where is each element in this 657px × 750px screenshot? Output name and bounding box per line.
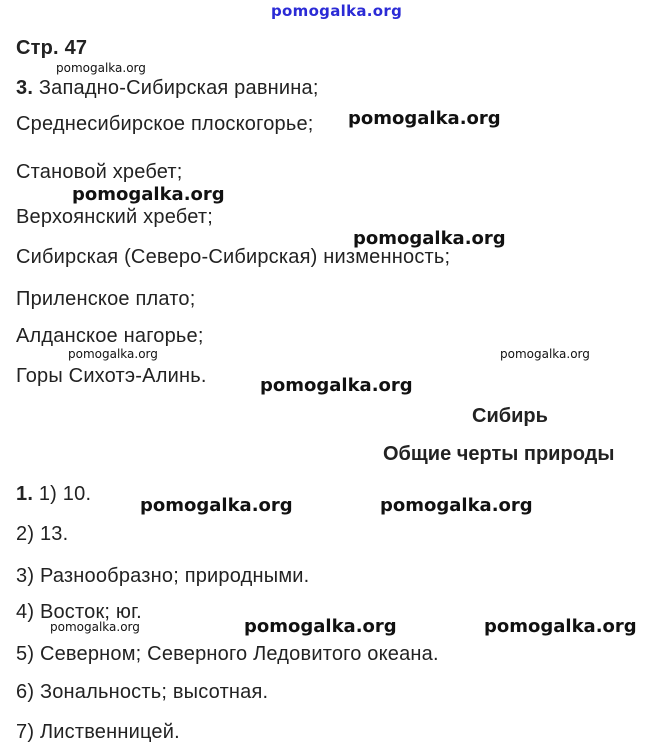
task1-text-1: 1) 10. (38, 483, 92, 505)
task3-line-7: Алданское нагорье; (16, 325, 204, 347)
task1-item-5: 5) Северном; Северного Ледовитого океана. (16, 643, 439, 665)
task3-line-6: Приленское плато; (16, 288, 196, 310)
task1-number: 1. (16, 483, 34, 505)
page-label: Стр. 47 (16, 37, 88, 59)
watermark: pomogalka.org (72, 184, 225, 205)
watermark: pomogalka.org (56, 61, 146, 75)
section-subtitle: Общие черты природы (383, 443, 615, 465)
task3-line-2: Среднесибирское плоскогорье; (16, 113, 314, 135)
watermark: pomogalka.org (380, 495, 533, 516)
task3-line-1 (16, 76, 319, 100)
watermark-top: pomogalka.org (271, 2, 403, 20)
watermark: pomogalka.org (260, 375, 413, 396)
task3-text-1: Западно-Сибирская равнина; (38, 77, 319, 99)
task1-item-1 (16, 482, 91, 506)
watermark: pomogalka.org (244, 616, 397, 637)
task3-line-5: Сибирская (Северо-Сибирская) низменность; (16, 246, 451, 268)
watermark: pomogalka.org (500, 347, 590, 361)
task3-line-8: Горы Сихотэ-Алинь. (16, 365, 207, 387)
watermark: pomogalka.org (50, 620, 140, 634)
watermark: pomogalka.org (484, 616, 637, 637)
watermark: pomogalka.org (353, 228, 506, 249)
task1-item-2: 2) 13. (16, 523, 69, 545)
task1-item-3: 3) Разнообразно; природными. (16, 565, 310, 587)
task3-number: 3. (16, 77, 34, 99)
watermark: pomogalka.org (140, 495, 293, 516)
task3-line-4: Верхоянский хребет; (16, 206, 214, 228)
task1-item-6: 6) Зональность; высотная. (16, 681, 269, 703)
task3-line-3: Становой хребет; (16, 161, 183, 183)
task1-item-7: 7) Лиственницей. (16, 721, 180, 743)
section-title: Сибирь (472, 405, 548, 427)
watermark: pomogalka.org (68, 347, 158, 361)
watermark: pomogalka.org (348, 108, 501, 129)
task1-item-4: 4) Восток; юг. (16, 601, 142, 623)
